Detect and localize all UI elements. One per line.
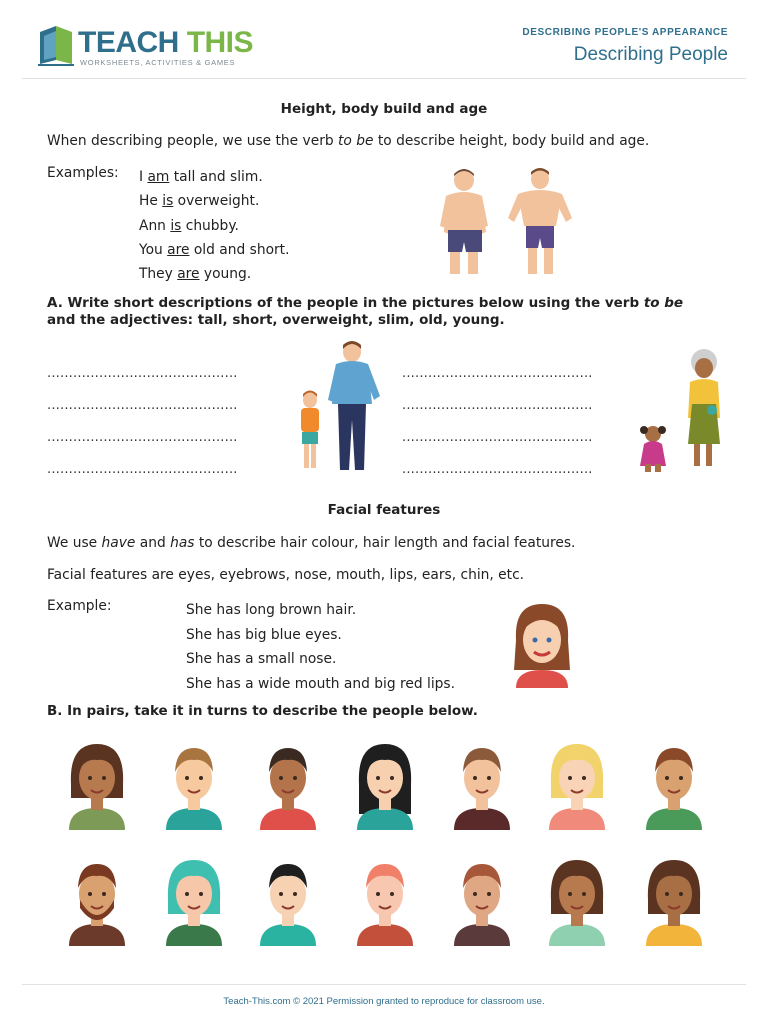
example-sentence: She has a wide mouth and big red lips. bbox=[186, 675, 455, 692]
overweight-man-illustration bbox=[436, 166, 496, 280]
answer-line[interactable]: ............................................ bbox=[402, 462, 593, 477]
facial-features-text: Facial features are eyes, eyebrows, nose, mouth, lips, ears, chin, etc. bbox=[47, 567, 525, 583]
answer-line[interactable]: ............................................ bbox=[47, 462, 238, 477]
face-avatar bbox=[353, 856, 417, 946]
header-divider bbox=[22, 78, 746, 79]
face-avatar bbox=[65, 740, 129, 830]
answer-lines-left bbox=[47, 358, 238, 486]
face-avatar bbox=[353, 740, 417, 830]
have-has-text: We use have and has to describe hair colour, hair length and facial features. bbox=[47, 535, 576, 551]
task-b-instructions: B. In pairs, take it in turns to describe the people below. bbox=[47, 703, 478, 719]
example-sentence: Ann is chubby. bbox=[139, 217, 239, 234]
answer-lines-right bbox=[402, 358, 593, 486]
face-avatar bbox=[642, 740, 706, 830]
example-sentence: She has a small nose. bbox=[186, 651, 337, 668]
tall-man-and-boy-illustration bbox=[292, 340, 384, 474]
face-avatar bbox=[65, 856, 129, 946]
section-heading-height: Height, body build and age bbox=[280, 101, 488, 117]
copyright-footer: Teach-This.com © 2021 Permission granted to reproduce for classroom use. bbox=[223, 996, 545, 1007]
face-avatar bbox=[162, 856, 226, 946]
answer-line[interactable]: ............................................ bbox=[402, 430, 593, 445]
example-sentence: You are old and short. bbox=[139, 241, 290, 258]
worksheet-title: Describing People bbox=[573, 44, 728, 65]
face-avatar bbox=[450, 856, 514, 946]
muscular-man-illustration bbox=[504, 166, 576, 280]
answer-line[interactable]: ............................................ bbox=[402, 366, 593, 381]
answer-line[interactable]: ............................................ bbox=[47, 398, 238, 413]
example-sentence: She has big blue eyes. bbox=[186, 626, 342, 643]
face-avatar bbox=[545, 740, 609, 830]
task-a-instructions: A. Write short descriptions of the people in the pictures below using the verb to be and the adjectives: tall, short, overweight, slim, old, young. bbox=[47, 295, 684, 328]
faces-grid bbox=[0, 740, 768, 950]
example-sentence: She has long brown hair. bbox=[186, 602, 357, 618]
face-avatar bbox=[642, 856, 706, 946]
example-sentence: I am tall and slim. bbox=[139, 169, 263, 185]
face-avatar bbox=[256, 856, 320, 946]
logo-wordmark: TEACH THIS bbox=[78, 26, 254, 59]
intro-text: When describing people, we use the verb to be to describe height, body build and age. bbox=[47, 133, 650, 149]
face-avatar bbox=[256, 740, 320, 830]
answer-line[interactable]: ............................................ bbox=[47, 430, 238, 445]
examples-label: Examples: bbox=[47, 165, 119, 181]
footer-divider bbox=[22, 984, 746, 985]
answer-line[interactable]: ............................................ bbox=[47, 366, 238, 381]
answer-line[interactable]: ............................................ bbox=[402, 398, 593, 413]
worksheet-category: DESCRIBING PEOPLE'S APPEARANCE bbox=[522, 27, 728, 38]
example-label: Example: bbox=[47, 598, 112, 614]
logo-tagline: WORKSHEETS, ACTIVITIES & GAMES bbox=[80, 58, 236, 67]
example-sentence: They are young. bbox=[139, 266, 252, 283]
woman-face-illustration bbox=[508, 600, 576, 688]
examples-list bbox=[139, 165, 289, 286]
face-avatar bbox=[545, 856, 609, 946]
face-avatar bbox=[162, 740, 226, 830]
old-woman-and-girl-illustration bbox=[636, 348, 728, 474]
example-sentence: He is overweight. bbox=[139, 193, 260, 210]
logo-book-icon bbox=[36, 24, 76, 66]
face-avatar bbox=[450, 740, 514, 830]
facial-examples-list bbox=[186, 598, 455, 696]
section-heading-facial: Facial features bbox=[327, 502, 441, 518]
